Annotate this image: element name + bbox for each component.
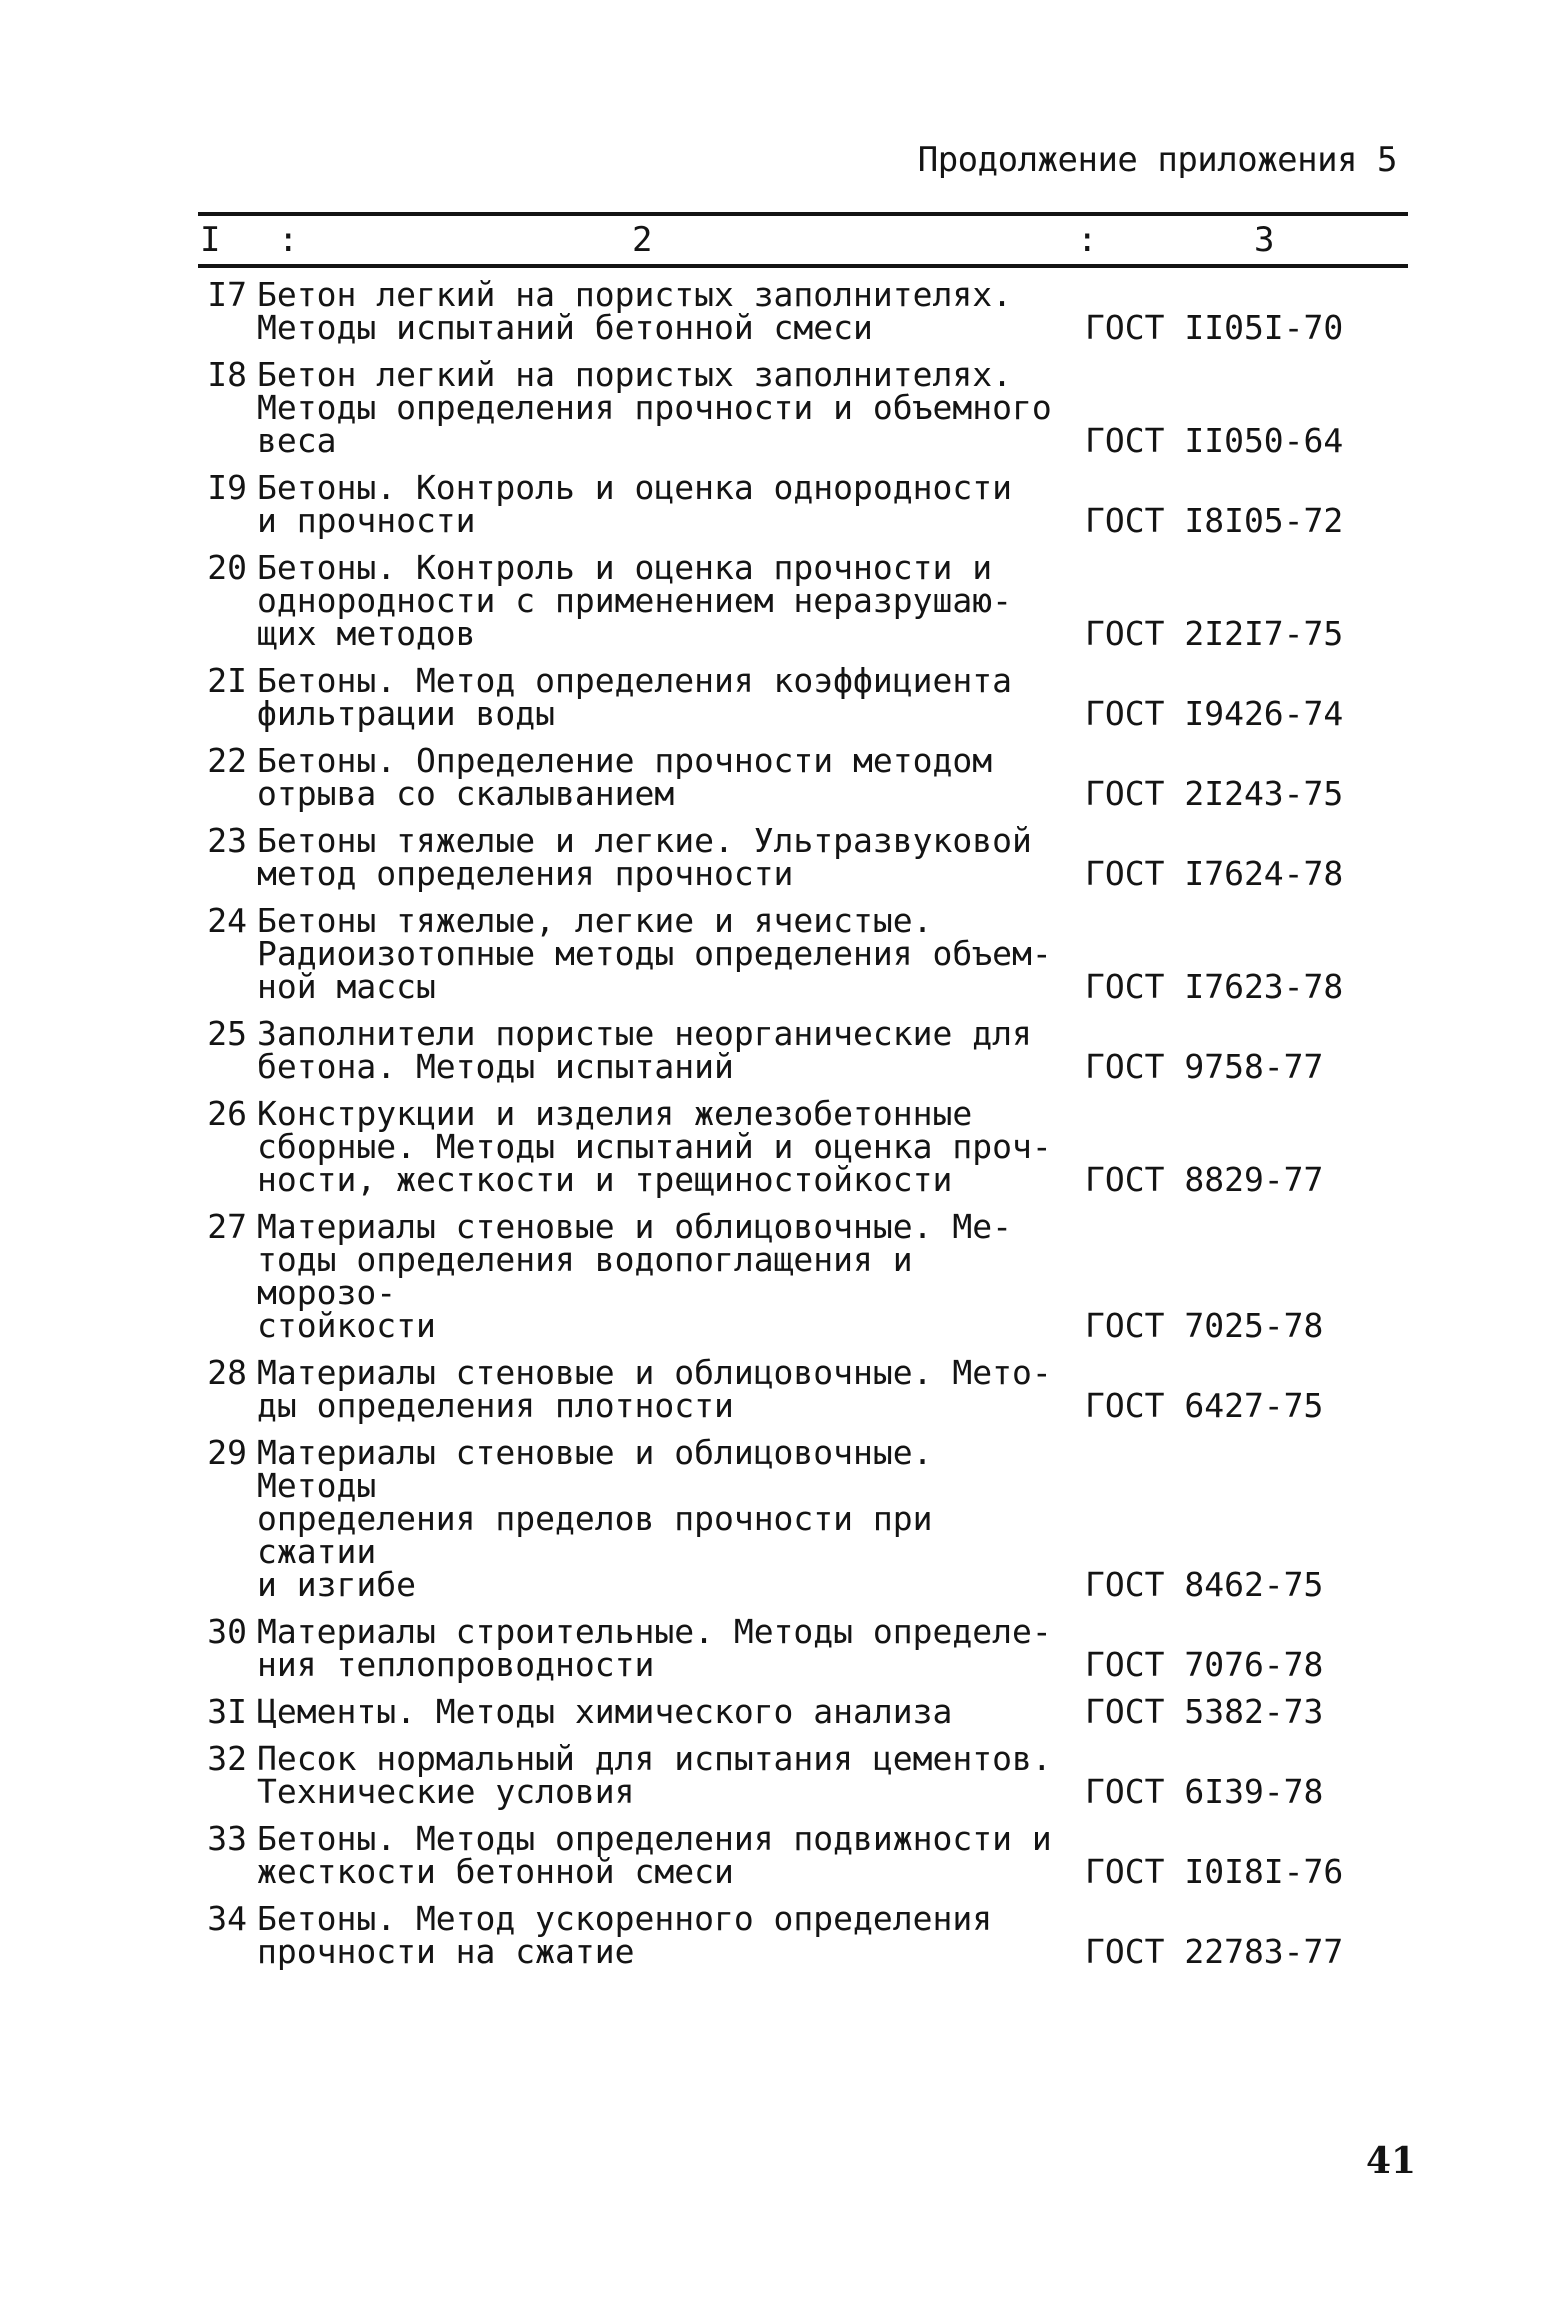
page-number: 41 xyxy=(1366,2140,1417,2182)
row-title-line: Заполнители пористые неорганические для xyxy=(257,1014,1032,1053)
row-title-line: Радиоизотопные методы определения объем- xyxy=(257,934,1052,973)
table-row xyxy=(195,1353,1415,1425)
row-number: 20 xyxy=(207,548,247,587)
row-number: 2I xyxy=(207,661,247,700)
row-title xyxy=(257,1612,1077,1684)
row-title xyxy=(257,1899,1077,1971)
row-title-line: Бетоны. Контроль и оценка однородности xyxy=(257,468,1012,507)
row-title-line: Бетон легкий на пористых заполнителях. xyxy=(257,355,1012,394)
row-title-line: Материалы стеновые и облицовочные. Методы xyxy=(257,1433,933,1505)
row-number: 32 xyxy=(207,1739,247,1778)
row-title xyxy=(257,355,1077,460)
row-title-line: прочности на сжатие xyxy=(257,1932,635,1971)
row-title-line: Песок нормальный для испытания цементов. xyxy=(257,1739,1052,1778)
row-title-line: отрыва со скалыванием xyxy=(257,774,675,813)
row-standard: ГОСТ 6I39-78 xyxy=(1085,1772,1324,1811)
row-title-line: однородности с применением неразрушаю- xyxy=(257,581,1012,620)
row-title-line: ния теплопроводности xyxy=(257,1645,655,1684)
row-standard: ГОСТ 7076-78 xyxy=(1085,1645,1324,1684)
table-row xyxy=(195,355,1415,460)
table-row xyxy=(195,741,1415,813)
row-standard: ГОСТ 9758-77 xyxy=(1085,1047,1324,1086)
row-number: 34 xyxy=(207,1899,247,1938)
column-separator: : xyxy=(278,220,299,260)
row-number: 28 xyxy=(207,1353,247,1392)
row-standard: ГОСТ 5382-73 xyxy=(1085,1692,1324,1731)
row-title xyxy=(257,741,1077,813)
row-number: 23 xyxy=(207,821,247,860)
row-title-line: Материалы стеновые и облицовочные. Ме- xyxy=(257,1207,1012,1246)
row-number: 29 xyxy=(207,1433,247,1472)
row-title-line: тоды определения водопоглащения и морозо- xyxy=(257,1240,913,1312)
row-standard: ГОСТ 22783-77 xyxy=(1085,1932,1344,1971)
table-row xyxy=(195,1094,1415,1199)
row-number: 27 xyxy=(207,1207,247,1246)
table-row xyxy=(195,821,1415,893)
row-standard: ГОСТ II05I-70 xyxy=(1085,308,1344,347)
row-number: 25 xyxy=(207,1014,247,1053)
row-title-line: Бетоны тяжелые и легкие. Ультразвуковой xyxy=(257,821,1032,860)
row-title-line: определения пределов прочности при сжатии xyxy=(257,1499,933,1571)
page-heading: Продолжение приложения 5 xyxy=(917,140,1397,180)
row-standard: ГОСТ 6427-75 xyxy=(1085,1386,1324,1425)
column-header-1: I xyxy=(200,220,221,260)
row-title-line: Методы испытаний бетонной смеси xyxy=(257,308,873,347)
table-header-rule xyxy=(198,264,1408,268)
table-row xyxy=(195,1739,1415,1811)
table-row xyxy=(195,548,1415,653)
table-row xyxy=(195,468,1415,540)
row-number: 30 xyxy=(207,1612,247,1651)
row-title-line: жесткости бетонной смеси xyxy=(257,1852,734,1891)
row-title xyxy=(257,821,1077,893)
row-standard: ГОСТ I7624-78 xyxy=(1085,854,1344,893)
row-title-line: и изгибе xyxy=(257,1565,416,1604)
table-row xyxy=(195,1692,1415,1731)
row-title-line: ной массы xyxy=(257,967,436,1006)
table-row xyxy=(195,901,1415,1006)
row-standard: ГОСТ 7025-78 xyxy=(1085,1306,1324,1345)
row-standard: ГОСТ II050-64 xyxy=(1085,421,1344,460)
row-title xyxy=(257,1094,1077,1199)
row-standard: ГОСТ 8829-77 xyxy=(1085,1160,1324,1199)
row-title-line: стойкости xyxy=(257,1306,436,1345)
row-title-line: веса xyxy=(257,421,337,460)
row-title-line: бетона. Методы испытаний xyxy=(257,1047,734,1086)
row-number: I7 xyxy=(207,275,247,314)
column-header-2: 2 xyxy=(632,220,653,260)
row-title-line: Материалы стеновые и облицовочные. Мето- xyxy=(257,1353,1052,1392)
column-header-3: 3 xyxy=(1254,220,1275,260)
row-title-line: и прочности xyxy=(257,501,476,540)
row-title xyxy=(257,1207,1077,1345)
row-standard: ГОСТ I0I8I-76 xyxy=(1085,1852,1344,1891)
row-number: I9 xyxy=(207,468,247,507)
table-row xyxy=(195,1612,1415,1684)
table-row xyxy=(195,1014,1415,1086)
row-title-line: Конструкции и изделия железобетонные xyxy=(257,1094,973,1133)
row-title-line: ности, жесткости и трещиностойкости xyxy=(257,1160,953,1199)
row-title-line: сборные. Методы испытаний и оценка проч- xyxy=(257,1127,1052,1166)
row-title xyxy=(257,1433,1077,1604)
table-row xyxy=(195,1819,1415,1891)
row-title-line: Бетон легкий на пористых заполнителях. xyxy=(257,275,1012,314)
row-title xyxy=(257,901,1077,1006)
row-title xyxy=(257,275,1077,347)
row-number: 33 xyxy=(207,1819,247,1858)
table-row xyxy=(195,275,1415,347)
row-number: 26 xyxy=(207,1094,247,1133)
row-title-line: Бетоны. Определение прочности методом xyxy=(257,741,993,780)
row-title-line: Бетоны. Метод определения коэффициента xyxy=(257,661,1012,700)
row-number: 22 xyxy=(207,741,247,780)
row-standard: ГОСТ 2I243-75 xyxy=(1085,774,1344,813)
row-number: 24 xyxy=(207,901,247,940)
row-title-line: Материалы строительные. Методы определе- xyxy=(257,1612,1052,1651)
row-title-line: Бетоны. Методы определения подвижности и xyxy=(257,1819,1052,1858)
row-title-line: Технические условия xyxy=(257,1772,635,1811)
row-title xyxy=(257,1014,1077,1086)
row-title-line: метод определения прочности xyxy=(257,854,794,893)
row-title-line: Бетоны тяжелые, легкие и ячеистые. xyxy=(257,901,933,940)
row-standard: ГОСТ 2I2I7-75 xyxy=(1085,614,1344,653)
row-title xyxy=(257,1353,1077,1425)
row-title xyxy=(257,1739,1077,1811)
column-separator: : xyxy=(1077,220,1098,260)
table-row xyxy=(195,1899,1415,1971)
table-top-rule xyxy=(198,212,1408,216)
row-title-line: Бетоны. Метод ускоренного определения xyxy=(257,1899,993,1938)
row-title-line: Методы определения прочности и объемного xyxy=(257,388,1052,427)
row-title-line: Цементы. Методы химического анализа xyxy=(257,1692,953,1731)
row-title-line: ды определения плотности xyxy=(257,1386,734,1425)
row-title-line: щих методов xyxy=(257,614,476,653)
row-standard: ГОСТ I7623-78 xyxy=(1085,967,1344,1006)
row-standard: ГОСТ 8462-75 xyxy=(1085,1565,1324,1604)
standards-table-body xyxy=(195,275,1415,1982)
row-title xyxy=(257,661,1077,733)
row-title xyxy=(257,548,1077,653)
row-standard: ГОСТ I9426-74 xyxy=(1085,694,1344,733)
row-title xyxy=(257,468,1077,540)
row-title-line: фильтрации воды xyxy=(257,694,556,733)
row-number: 3I xyxy=(207,1692,247,1731)
row-title xyxy=(257,1819,1077,1891)
row-title xyxy=(257,1692,1077,1731)
table-row xyxy=(195,1207,1415,1345)
row-number: I8 xyxy=(207,355,247,394)
row-title-line: Бетоны. Контроль и оценка прочности и xyxy=(257,548,993,587)
table-row xyxy=(195,661,1415,733)
row-standard: ГОСТ I8I05-72 xyxy=(1085,501,1344,540)
table-row xyxy=(195,1433,1415,1604)
